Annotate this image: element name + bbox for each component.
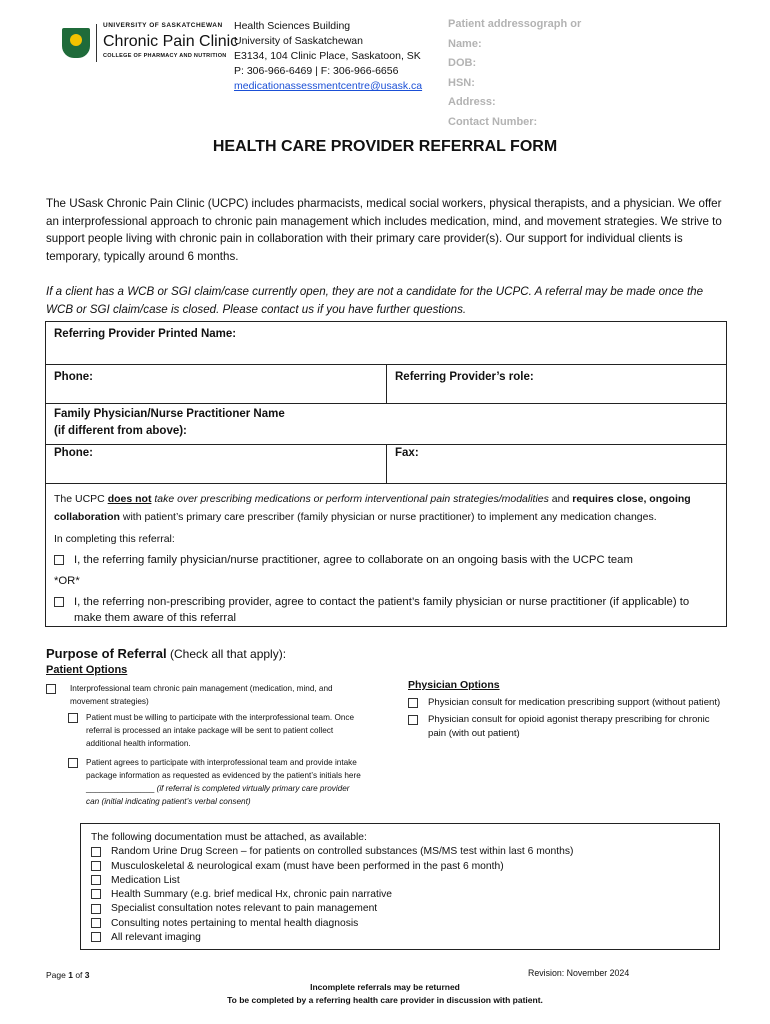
physician-option-2 — [408, 713, 718, 741]
provider-role-field[interactable]: Referring Provider’s role: — [386, 365, 726, 403]
physician-options-label: Physician Options — [408, 679, 500, 691]
doc-item: Random Urine Drug Screen – for patients on controlled substances (MS/MS test within last 6 months) — [91, 845, 709, 859]
physician-option-2-checkbox[interactable] — [408, 715, 418, 725]
patient-option-1a — [68, 711, 364, 750]
doc-item-checkbox[interactable] — [91, 932, 101, 942]
doc-item: Consulting notes pertaining to mental health diagnosis — [91, 917, 709, 931]
logo-university: UNIVERSITY OF SASKATCHEWAN — [103, 22, 223, 29]
contact-checkbox[interactable] — [54, 597, 64, 607]
form-title: HEALTH CARE PROVIDER REFERRAL FORM — [212, 138, 558, 155]
page-number: Page 1 of 3 — [46, 970, 90, 980]
family-physician-label: Family Physician/Nurse Practitioner Name — [54, 408, 285, 420]
physician-option-1-label: Physician consult for medication prescribing support (without patient) — [428, 697, 721, 708]
phone-field[interactable]: Phone: — [54, 371, 93, 383]
physician-option-1-checkbox[interactable] — [408, 698, 418, 708]
logo-divider — [96, 24, 97, 62]
patient-hsn-label: HSN: — [448, 76, 475, 89]
footer-completion-note: To be completed by a referring health care provider in discussion with patient. — [227, 995, 543, 1005]
intro-paragraph: The USask Chronic Pain Clinic (UCPC) includes pharmacists, medical social workers, physical therapists, and a physician. We offer an interprofessional approach to chronic pain management which includes medication, mind, and movement strategies. We strive to support people living with chronic pain in collaboration with their primary care provider(s). Our support for individual clients is temporary, typically around 6 months. — [46, 197, 722, 263]
address-line-3: E3134, 104 Clinic Place, Saskatoon, SK — [234, 50, 421, 62]
documentation-intro: The following documentation must be attached, as available: — [91, 832, 367, 843]
collaborate-checkbox[interactable] — [54, 555, 64, 565]
referring-name-field[interactable]: Referring Provider Printed Name: — [54, 328, 237, 340]
doc-item-checkbox[interactable] — [91, 847, 101, 857]
patient-option-1b-checkbox[interactable] — [68, 758, 78, 768]
doc-item-checkbox[interactable] — [91, 918, 101, 928]
phone-role-row — [46, 365, 726, 404]
patient-address-label: Address: — [448, 96, 496, 108]
documentation-box — [80, 823, 720, 950]
contact-option — [54, 594, 718, 626]
email-link[interactable]: medicationassessmentcentre@usask.ca — [234, 80, 423, 92]
collaboration-statement: The UCPC does not take over prescribing medications or perform interventional pain strategies/modalities and requires close, ongoing collaboration with patient’s primary care prescriber (family physician or nurse practitioner) to implement any medication changes. — [54, 493, 691, 523]
patient-addressograph — [448, 15, 581, 132]
collaborate-option — [54, 552, 718, 568]
patient-contact-label: Contact Number: — [448, 115, 538, 128]
collaboration-note-row — [46, 484, 726, 626]
patient-option-1b-label: Patient agrees to participate with interprofessional team and provide intake package information as requested as evidenced by the patient’s initials here _______________ (if referral is completed virtually primary care provider can (initial indicating patient’s verbal consent) — [86, 758, 361, 806]
doc-item: Specialist consultation notes relevant to pain management — [91, 902, 709, 916]
phone-fax-row — [46, 445, 726, 484]
family-phone-field[interactable]: Phone: — [54, 447, 93, 459]
clinic-address — [234, 19, 422, 94]
doc-item-checkbox[interactable] — [91, 889, 101, 899]
patient-option-1-label: Interprofessional team chronic pain management (medication, mind, and movement strategies) — [70, 684, 333, 706]
logo-college: COLLEGE OF PHARMACY AND NUTRITION — [103, 53, 227, 59]
logo-clinic-name: Chronic Pain Clinic — [103, 33, 239, 50]
collaborate-option-label: I, the referring family physician/nurse practitioner, agree to collaborate on an ongoing basis with the UCPC team — [74, 554, 633, 566]
physician-option-2-label: Physician consult for opioid agonist therapy prescribing for chronic pain (with out patient) — [428, 714, 710, 739]
patient-options-label: Patient Options — [46, 664, 128, 676]
purpose-heading: Purpose of Referral (Check all that apply): — [46, 646, 287, 661]
referral-table — [45, 321, 727, 627]
address-line-1: Health Sciences Building — [234, 20, 351, 32]
patient-option-1b — [68, 756, 364, 808]
address-line-2: University of Saskatchewan — [234, 35, 363, 47]
contact-option-label: I, the referring non-prescribing provider, agree to contact the patient’s family physician or nurse practitioner (if applicable) to make them aware of this referral — [74, 596, 690, 624]
family-physician-row — [46, 404, 726, 445]
doc-item: Musculoskeletal & neurological exam (must have been performed in the past 6 month) — [91, 860, 709, 874]
doc-item: Medication List — [91, 874, 709, 888]
doc-item-checkbox[interactable] — [91, 904, 101, 914]
doc-item-checkbox[interactable] — [91, 875, 101, 885]
patient-addressograph-label: Patient addressograph or — [448, 18, 582, 30]
in-completing-label: In completing this referral: — [54, 533, 175, 545]
fax-field[interactable]: Fax: — [386, 445, 726, 483]
revision-date: Revision: November 2024 — [528, 968, 630, 978]
doc-item: All relevant imaging — [91, 931, 709, 945]
doc-item-checkbox[interactable] — [91, 861, 101, 871]
referring-name-row — [46, 322, 726, 365]
or-label: *OR* — [54, 575, 80, 587]
if-different-label: (if different from above): — [54, 425, 187, 437]
patient-option-1-checkbox[interactable] — [46, 684, 56, 694]
patient-option-1 — [46, 682, 346, 708]
physician-option-1 — [408, 696, 728, 710]
doc-item: Health Summary (e.g. brief medical Hx, chronic pain narrative — [91, 888, 709, 902]
footer-incomplete-note: Incomplete referrals may be returned — [310, 982, 460, 992]
collaboration-note — [46, 484, 726, 626]
patient-option-1a-checkbox[interactable] — [68, 713, 78, 723]
patient-option-1a-label: Patient must be willing to participate with the interprofessional team. Once referral is processed an intake package will be sent to patient collect additional health information. — [86, 713, 355, 748]
patient-name-label: Name: — [448, 37, 482, 50]
family-physician-field[interactable] — [46, 404, 726, 444]
patient-dob-label: DOB: — [448, 57, 477, 69]
usask-crest-icon — [62, 28, 90, 58]
address-phone-fax: P: 306-966-6469 | F: 306-966-6656 — [234, 65, 399, 77]
wcb-note: If a client has a WCB or SGI claim/case currently open, they are not a candidate for the UCPC. A referral may be made once the WCB or SGI claim/case is closed. Please contact us if you have further questions. — [46, 285, 704, 316]
